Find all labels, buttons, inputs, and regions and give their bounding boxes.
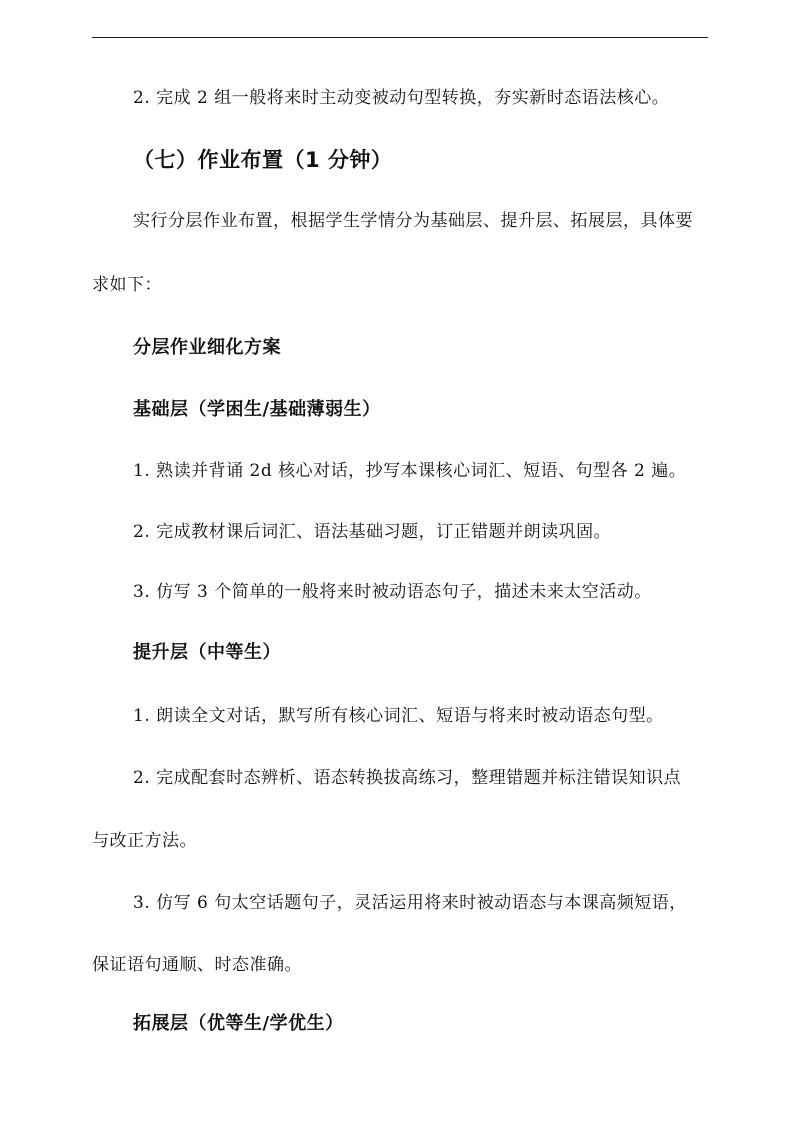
improve-level-heading: 提升层（中等生） [133, 642, 281, 663]
improve-item-3-line2: 保证语句通顺、时态准确。 [92, 955, 302, 975]
basic-item-1: 1. 熟读并背诵 2d 核心对话，抄写本课核心词汇、短语、句型各 2 遍。 [133, 461, 687, 481]
improve-item-2-line1: 2. 完成配套时态辨析、语态转换拔高练习，整理错题并标注错误知识点 [133, 768, 682, 788]
intro-text-line2: 求如下： [92, 275, 162, 295]
improve-item-2-line2: 与改正方法。 [92, 831, 197, 851]
basic-item-3: 3. 仿写 3 个简单的一般将来时被动语态句子，描述未来太空活动。 [133, 582, 652, 602]
plan-title: 分层作业细化方案 [133, 337, 281, 358]
paragraph-grammar-practice: 2. 完成 2 组一般将来时主动变被动句型转换，夯实新时态语法核心。 [133, 88, 670, 108]
improve-item-1: 1. 朗读全文对话，默写所有核心词汇、短语与将来时被动语态句型。 [133, 706, 664, 726]
basic-item-2: 2. 完成教材课后词汇、语法基础习题，订正错题并朗读巩固。 [133, 522, 612, 542]
header-rule [92, 37, 708, 38]
section-title: （七）作业布置（1 分钟） [133, 148, 393, 172]
improve-item-3-line1: 3. 仿写 6 句太空话题句子，灵活运用将来时被动语态与本课高频短语， [133, 893, 687, 913]
extend-level-heading: 拓展层（优等生/学优生） [133, 1013, 344, 1034]
intro-text-line1: 实行分层作业布置，根据学生学情分为基础层、提升层、拓展层，具体要 [133, 211, 693, 231]
basic-level-heading: 基础层（学困生/基础薄弱生） [133, 399, 381, 420]
